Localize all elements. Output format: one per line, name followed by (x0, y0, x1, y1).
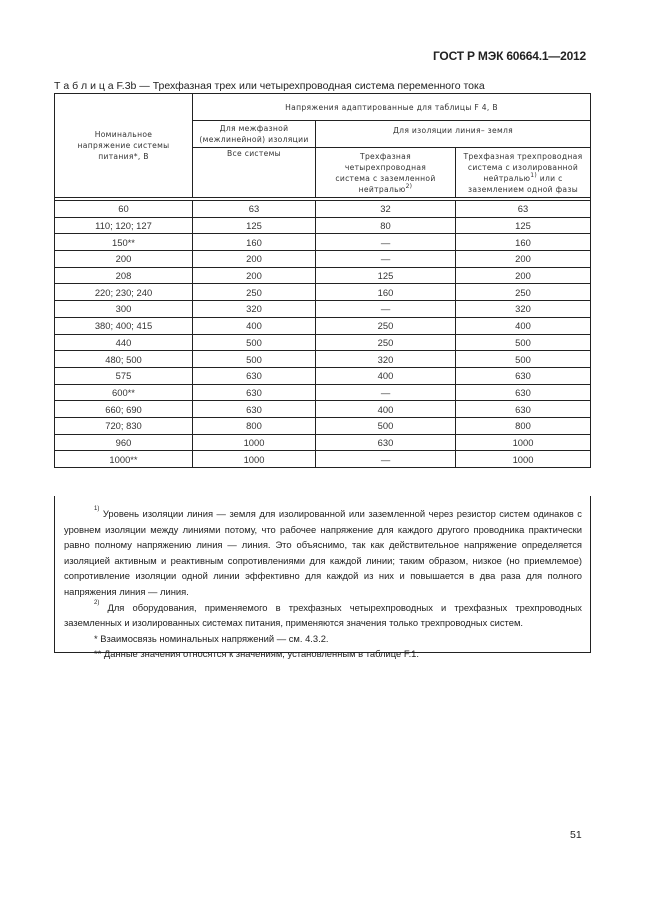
table-row (55, 217, 591, 234)
cell-interphase: 63 (193, 201, 316, 218)
cell-four-wire: 500 (316, 417, 456, 434)
footnote-1 (64, 506, 582, 600)
cell-three-wire: 200 (456, 267, 591, 284)
table-row (55, 301, 591, 318)
cell-four-wire: 630 (316, 434, 456, 451)
cell-three-wire: 500 (456, 334, 591, 351)
cell-three-wire: 500 (456, 351, 591, 368)
cell-four-wire: 250 (316, 334, 456, 351)
cell-nominal-voltage: 660; 690 (55, 401, 193, 418)
footnote-star: * Взаимосвязь номинальных напряжений — см. 4.3.2. (94, 632, 329, 644)
cell-nominal-voltage: 208 (55, 267, 193, 284)
footnote-1-marker: 1) (94, 506, 100, 512)
document-id: ГОСТ Р МЭК 60664.1—2012 (432, 49, 586, 63)
cell-nominal-voltage: 600** (55, 384, 193, 401)
cell-interphase: 125 (193, 217, 316, 234)
footnotes-box (54, 496, 591, 660)
cell-interphase: 400 (193, 317, 316, 334)
cell-three-wire: 1000 (456, 451, 591, 468)
cell-three-wire: 63 (456, 201, 591, 218)
cell-three-wire: 200 (456, 251, 591, 268)
page-number: 51 (570, 829, 582, 841)
table-row (55, 234, 591, 251)
table-row (55, 417, 591, 434)
table-row (55, 251, 591, 268)
cell-four-wire: — (316, 384, 456, 401)
cell-nominal-voltage: 960 (55, 434, 193, 451)
header-all-systems: Все системы (193, 148, 316, 198)
cell-nominal-voltage: 110; 120; 127 (55, 217, 193, 234)
footnote-ref-2: 2) (405, 183, 413, 190)
cell-four-wire: 32 (316, 201, 456, 218)
cell-four-wire: 125 (316, 267, 456, 284)
table-row (55, 334, 591, 351)
cell-nominal-voltage: 150** (55, 234, 193, 251)
header-line-earth: Для изоляции линия– земля (316, 121, 591, 148)
cell-three-wire: 400 (456, 317, 591, 334)
cell-nominal-voltage: 300 (55, 301, 193, 318)
table-body (55, 201, 591, 468)
cell-interphase: 200 (193, 267, 316, 284)
cell-nominal-voltage: 1000** (55, 451, 193, 468)
cell-nominal-voltage: 720; 830 (55, 417, 193, 434)
caption-prefix: Т а б л и ц а (54, 80, 114, 92)
cell-three-wire: 320 (456, 301, 591, 318)
header-adapted-voltages: Напряжения адаптированные для таблицы F 4, В (193, 94, 591, 121)
cell-four-wire: — (316, 451, 456, 468)
cell-nominal-voltage: 440 (55, 334, 193, 351)
header-three-wire (456, 148, 591, 198)
cell-interphase: 630 (193, 367, 316, 384)
voltage-table (54, 93, 591, 468)
cell-interphase: 500 (193, 334, 316, 351)
cell-interphase: 800 (193, 417, 316, 434)
table-row (55, 201, 591, 218)
cell-three-wire: 125 (456, 217, 591, 234)
cell-nominal-voltage: 60 (55, 201, 193, 218)
cell-interphase: 1000 (193, 451, 316, 468)
table-row (55, 267, 591, 284)
cell-nominal-voltage: 220; 230; 240 (55, 284, 193, 301)
cell-interphase: 200 (193, 251, 316, 268)
caption-text: F.3b — Трехфазная трех или четырехпроводная система переменного тока (116, 80, 485, 92)
cell-interphase: 320 (193, 301, 316, 318)
cell-three-wire: 800 (456, 417, 591, 434)
cell-nominal-voltage: 480; 500 (55, 351, 193, 368)
header-interphase: Для межфазной (межлинейной) изоляции (193, 121, 316, 148)
footnote-1-text: Уровень изоляции линия — земля для изолированной или заземленной через резистор систем одинаков с уровнем изоляции между линиями потому, что рабочее напряжение для каждого другого проводника практически равно полному напряжению линия — линия. Это объяснимо, так как действительное напряжение определяется изоляцией активным и реактивным сопротивлениями для каждой линии; таким образом, низкое (но приемлемое) сопротивление изоляции одной линии эффективно для каждой из них и повышается в два раза для полного напряжения линия — линия. (64, 508, 582, 597)
table-header (55, 94, 591, 201)
three-wire-text-end: или с заземлением одной фазы (468, 174, 579, 194)
cell-four-wire: 400 (316, 367, 456, 384)
four-wire-text: Трехфазная четырехпроводная система с заземленной нейтралью (335, 152, 436, 194)
table-row (55, 367, 591, 384)
cell-four-wire: 250 (316, 317, 456, 334)
cell-four-wire: 400 (316, 401, 456, 418)
header-four-wire (316, 148, 456, 198)
cell-nominal-voltage: 380; 400; 415 (55, 317, 193, 334)
cell-three-wire: 630 (456, 401, 591, 418)
cell-interphase: 250 (193, 284, 316, 301)
table-row (55, 401, 591, 418)
footnote-2-marker: 2) (94, 599, 100, 606)
cell-four-wire: 160 (316, 284, 456, 301)
table-caption (54, 80, 485, 92)
cell-interphase: 630 (193, 384, 316, 401)
cell-four-wire: 80 (316, 217, 456, 234)
cell-four-wire: — (316, 251, 456, 268)
cell-four-wire: — (316, 301, 456, 318)
header-nominal-voltage: Номинальное напряжение системы питания*, В (55, 94, 193, 198)
three-wire-text: Трехфазная трехпроводная система с изолированной нейтралью (463, 152, 583, 183)
table-row (55, 384, 591, 401)
footnote-ref-1: 1) (530, 172, 538, 179)
table-row (55, 284, 591, 301)
cell-three-wire: 630 (456, 384, 591, 401)
cell-three-wire: 250 (456, 284, 591, 301)
cell-interphase: 630 (193, 401, 316, 418)
cell-interphase: 160 (193, 234, 316, 251)
cell-four-wire: — (316, 234, 456, 251)
table-row (55, 451, 591, 468)
cell-interphase: 1000 (193, 434, 316, 451)
cell-three-wire: 1000 (456, 434, 591, 451)
footnote-2 (64, 600, 582, 631)
cell-three-wire: 160 (456, 234, 591, 251)
cell-interphase: 500 (193, 351, 316, 368)
table-row (55, 317, 591, 334)
cell-nominal-voltage: 575 (55, 367, 193, 384)
footnote-double-star: ** Данные значения относятся к значениям, установленным в таблице F.1. (94, 648, 419, 660)
cell-nominal-voltage: 200 (55, 251, 193, 268)
table-row (55, 434, 591, 451)
footnote-2-text: Для оборудования, применяемого в трехфазных четырехпроводных и трехфазных трехпроводных заземленных и изолированных системах питания, применяются значения только трехпроводных систем. (64, 601, 582, 629)
cell-three-wire: 630 (456, 367, 591, 384)
cell-four-wire: 320 (316, 351, 456, 368)
table-row (55, 351, 591, 368)
